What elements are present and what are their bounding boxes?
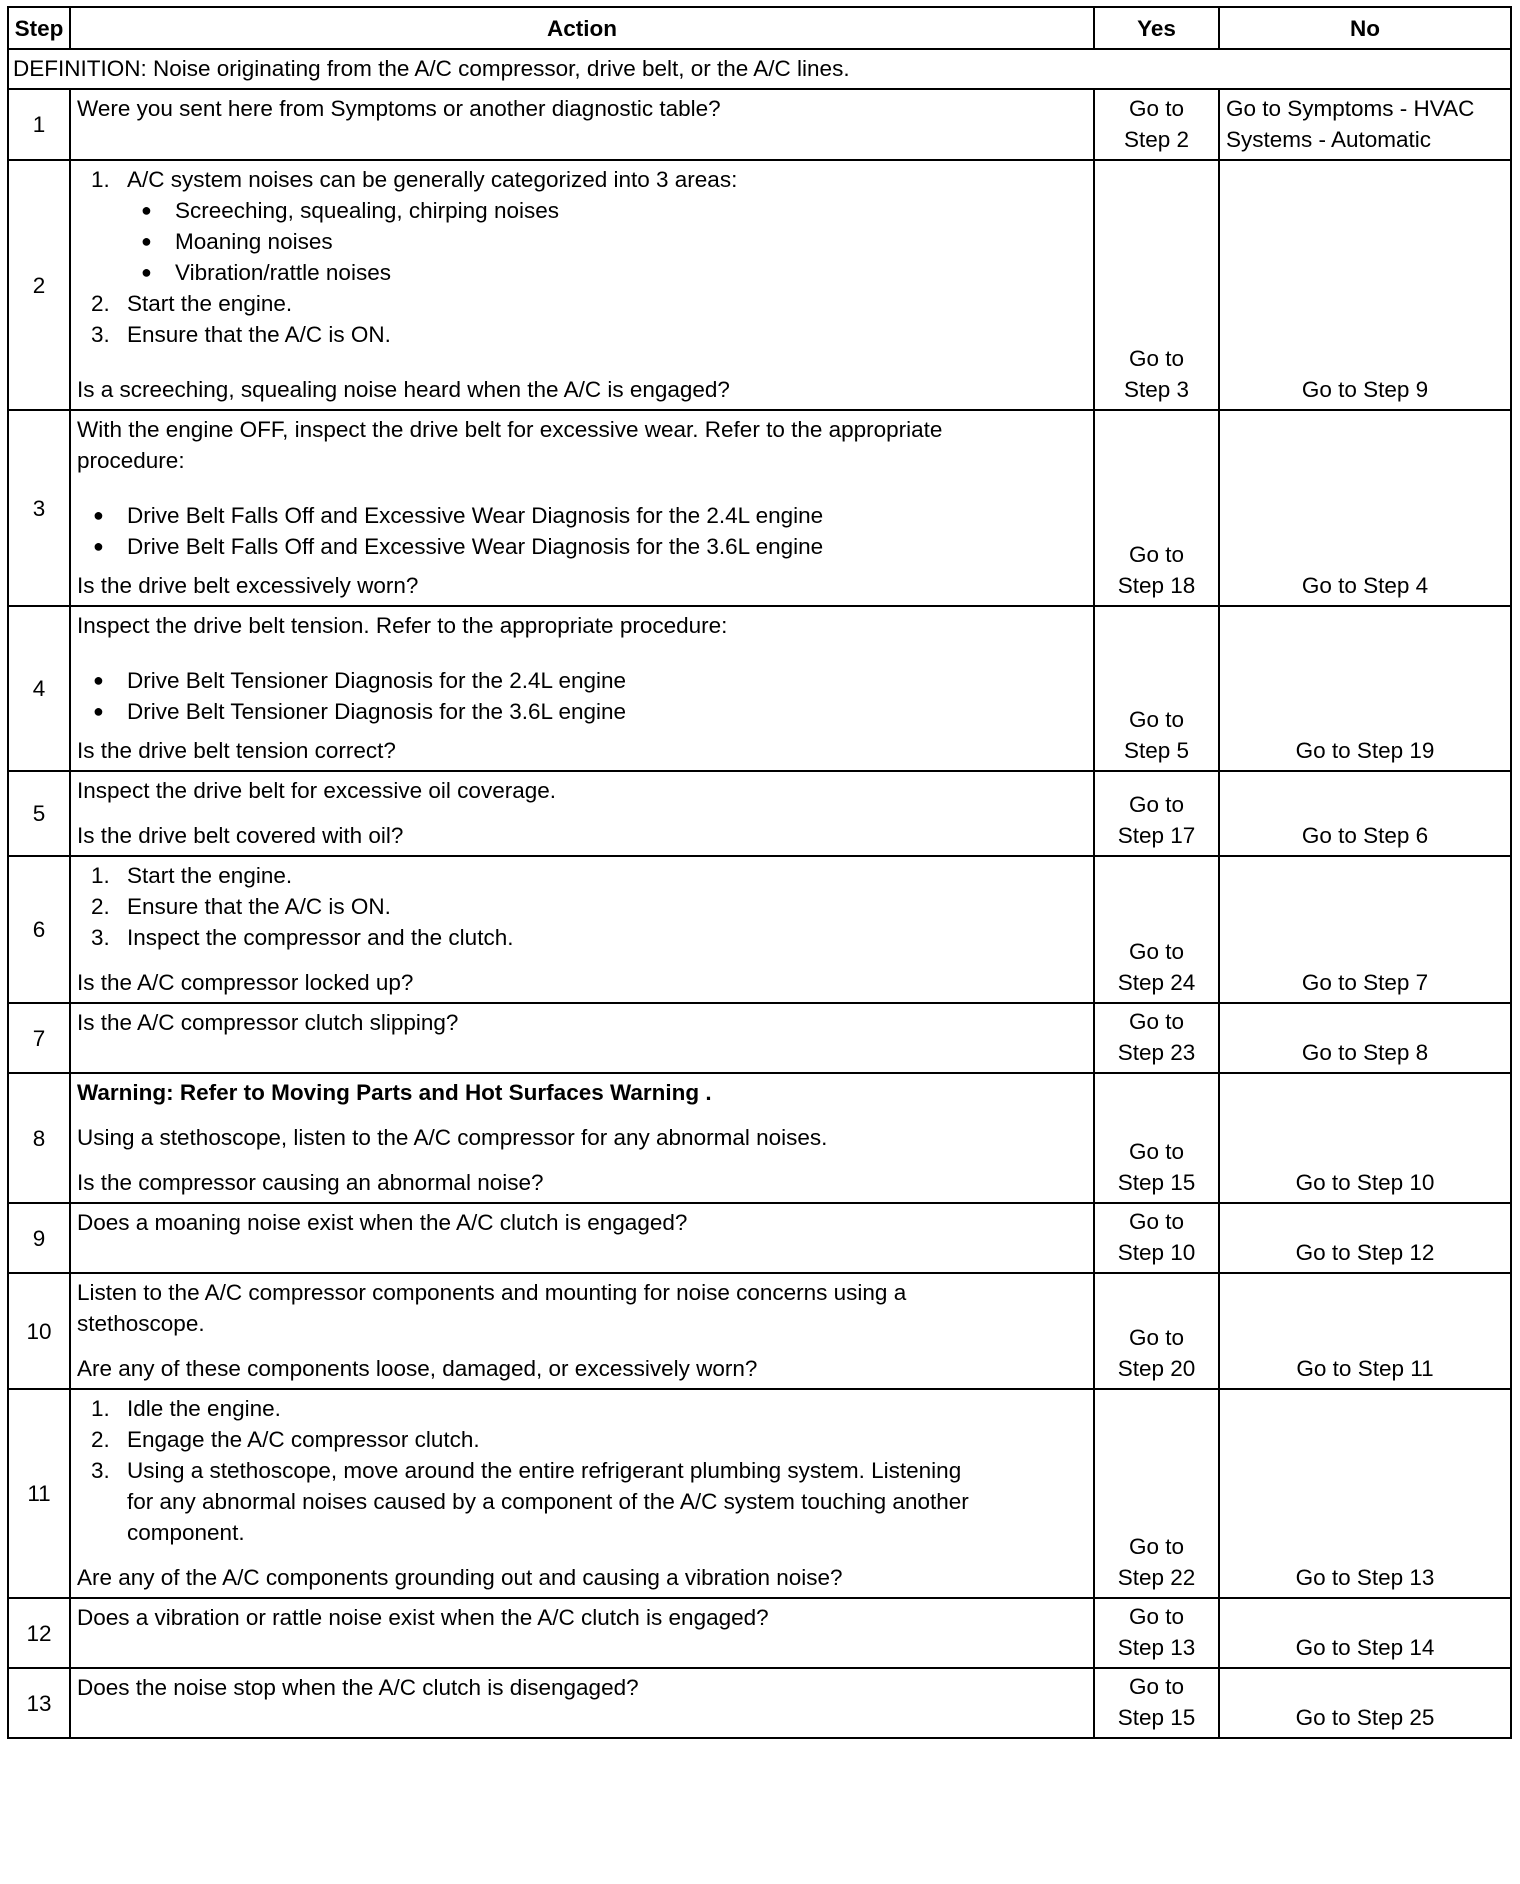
action-text: Using a stethoscope, listen to the A/C compressor for any abnormal noises.	[77, 1125, 828, 1150]
yes-link[interactable]: Go to	[1128, 1604, 1185, 1629]
bullet-icon: ●	[141, 200, 152, 220]
list-number: 3.	[91, 322, 110, 347]
list-text: Ensure that the A/C is ON.	[127, 322, 391, 347]
step-number: 5	[8, 771, 70, 856]
table-row	[8, 771, 1511, 856]
definition-text: DEFINITION: Noise originating from the A/C compressor, drive belt, or the A/C lines.	[8, 49, 1511, 89]
table-row	[8, 160, 1511, 410]
yes-link[interactable]: Go to	[1128, 939, 1185, 964]
action-cell	[70, 771, 1094, 856]
table-row	[8, 89, 1511, 160]
header-step: Step	[8, 7, 70, 49]
step-number: 13	[8, 1668, 70, 1738]
no-cell	[1219, 1668, 1511, 1738]
list-text: Inspect the compressor and the clutch.	[127, 925, 514, 950]
yes-cell	[1094, 1203, 1219, 1273]
list-number: 3.	[91, 1458, 110, 1483]
yes-link[interactable]: Step 22	[1117, 1565, 1196, 1590]
list-number: 2.	[91, 894, 110, 919]
yes-link[interactable]: Step 13	[1117, 1635, 1196, 1660]
definition-row	[8, 49, 1511, 89]
action-text: stethoscope.	[77, 1311, 205, 1336]
action-cell	[70, 1073, 1094, 1203]
no-cell	[1219, 89, 1511, 160]
no-cell	[1219, 1003, 1511, 1073]
step-number: 7	[8, 1003, 70, 1073]
no-cell	[1219, 1389, 1511, 1598]
action-text: procedure:	[77, 448, 185, 473]
bullet-icon: ●	[93, 670, 104, 690]
question-text: Are any of these components loose, damaged, or excessively worn?	[77, 1356, 758, 1381]
step-number: 2	[8, 160, 70, 410]
action-cell	[70, 856, 1094, 1003]
step-number: 11	[8, 1389, 70, 1598]
action-text: Does a vibration or rattle noise exist when the A/C clutch is engaged?	[77, 1605, 769, 1630]
action-text: Were you sent here from Symptoms or another diagnostic table?	[77, 96, 721, 121]
list-text: Idle the engine.	[127, 1396, 281, 1421]
no-cell	[1219, 771, 1511, 856]
action-cell	[70, 160, 1094, 410]
no-link[interactable]: Go to Step 9	[1301, 377, 1429, 402]
no-cell	[1219, 160, 1511, 410]
no-cell	[1219, 606, 1511, 771]
step-number: 9	[8, 1203, 70, 1273]
action-cell	[70, 1203, 1094, 1273]
list-text: Moaning noises	[175, 229, 333, 254]
yes-link[interactable]: Step 18	[1117, 573, 1196, 598]
list-text: Vibration/rattle noises	[175, 260, 391, 285]
question-text: Is the compressor causing an abnormal noise?	[77, 1170, 544, 1195]
step-number: 6	[8, 856, 70, 1003]
action-cell	[70, 606, 1094, 771]
yes-link[interactable]: Go to	[1128, 346, 1185, 371]
action-cell	[70, 1668, 1094, 1738]
yes-link[interactable]: Step 10	[1117, 1240, 1196, 1265]
question-text: Is the drive belt tension correct?	[77, 738, 396, 763]
yes-cell	[1094, 606, 1219, 771]
yes-link[interactable]: Go to	[1128, 1209, 1185, 1234]
yes-link[interactable]: Step 20	[1117, 1356, 1196, 1381]
list-text: Start the engine.	[127, 863, 293, 888]
table-row	[8, 1273, 1511, 1389]
no-link[interactable]: Go to Step 19	[1295, 738, 1435, 763]
step-number: 4	[8, 606, 70, 771]
header-action: Action	[70, 7, 1094, 49]
yes-link[interactable]: Step 17	[1117, 823, 1196, 848]
list-text: Start the engine.	[127, 291, 293, 316]
no-cell	[1219, 1598, 1511, 1668]
no-link[interactable]: Go to Step 13	[1295, 1565, 1435, 1590]
yes-link[interactable]: Step 24	[1117, 970, 1196, 995]
no-cell	[1219, 410, 1511, 606]
action-text: Inspect the drive belt tension. Refer to the appropriate procedure:	[77, 613, 728, 638]
step-number: 10	[8, 1273, 70, 1389]
yes-cell	[1094, 1389, 1219, 1598]
list-number: 1.	[91, 1396, 110, 1421]
yes-cell	[1094, 160, 1219, 410]
step-number: 3	[8, 410, 70, 606]
action-cell	[70, 1598, 1094, 1668]
yes-link[interactable]: Step 5	[1123, 738, 1190, 763]
yes-cell	[1094, 1073, 1219, 1203]
yes-link[interactable]: Step 15	[1117, 1170, 1196, 1195]
no-link[interactable]: Go to Step 6	[1301, 823, 1429, 848]
no-link[interactable]: Go to Step 11	[1296, 1356, 1434, 1381]
step-number: 1	[8, 89, 70, 160]
table-row	[8, 1073, 1511, 1203]
action-cell	[70, 1389, 1094, 1598]
yes-link[interactable]: Go to	[1128, 1009, 1185, 1034]
question-text: Is a screeching, squealing noise heard when the A/C is engaged?	[77, 377, 730, 402]
list-text: Drive Belt Tensioner Diagnosis for the 3.6L engine	[127, 699, 627, 724]
yes-link[interactable]: Go to	[1128, 96, 1185, 121]
list-text: Ensure that the A/C is ON.	[127, 894, 391, 919]
no-link[interactable]: Go to Step 14	[1295, 1635, 1435, 1660]
list-number: 3.	[91, 925, 110, 950]
action-text: Inspect the drive belt for excessive oil coverage.	[77, 778, 556, 803]
action-text: Is the A/C compressor clutch slipping?	[77, 1010, 459, 1035]
yes-cell	[1094, 410, 1219, 606]
header-row	[8, 7, 1511, 49]
warning-text: Warning: Refer to Moving Parts and Hot Surfaces Warning .	[77, 1080, 712, 1105]
no-link[interactable]: Go to Step 4	[1301, 573, 1429, 598]
table-row	[8, 1668, 1511, 1738]
yes-cell	[1094, 856, 1219, 1003]
list-number: 2.	[91, 1427, 110, 1452]
table-row	[8, 410, 1511, 606]
list-text: Drive Belt Falls Off and Excessive Wear Diagnosis for the 2.4L engine	[127, 503, 824, 528]
yes-cell	[1094, 1273, 1219, 1389]
step-number: 8	[8, 1073, 70, 1203]
yes-link[interactable]: Go to	[1128, 1534, 1185, 1559]
yes-link[interactable]: Step 3	[1123, 377, 1190, 402]
yes-link[interactable]: Go to	[1128, 707, 1185, 732]
yes-cell	[1094, 1598, 1219, 1668]
list-number: 1.	[91, 863, 110, 888]
bullet-icon: ●	[93, 536, 104, 556]
step-number: 12	[8, 1598, 70, 1668]
question-text: Is the drive belt excessively worn?	[77, 573, 419, 598]
no-link[interactable]: Go to Step 10	[1295, 1170, 1435, 1195]
yes-link[interactable]: Go to	[1128, 792, 1185, 817]
list-text: Screeching, squealing, chirping noises	[175, 198, 559, 223]
no-cell	[1219, 1273, 1511, 1389]
no-link[interactable]: Systems - Automatic	[1226, 127, 1432, 152]
yes-link[interactable]: Step 15	[1117, 1705, 1196, 1730]
list-number: 2.	[91, 291, 110, 316]
table-row	[8, 1003, 1511, 1073]
list-text: Drive Belt Tensioner Diagnosis for the 2.4L engine	[127, 668, 627, 693]
no-link[interactable]: Go to Step 7	[1301, 970, 1429, 995]
yes-link[interactable]: Step 2	[1123, 127, 1190, 152]
table-row	[8, 1598, 1511, 1668]
action-text: Listen to the A/C compressor components and mounting for noise concerns using a	[77, 1280, 907, 1305]
list-text: Using a stethoscope, move around the entire refrigerant plumbing system. Listening for any abnormal noises caused by a component of the A/C system touching another component.	[127, 1458, 969, 1545]
table-row	[8, 856, 1511, 1003]
question-text: Is the A/C compressor locked up?	[77, 970, 414, 995]
action-cell	[70, 410, 1094, 606]
no-link[interactable]: Go to Step 12	[1295, 1240, 1435, 1265]
yes-link[interactable]: Go to	[1128, 1139, 1185, 1164]
action-text: With the engine OFF, inspect the drive belt for excessive wear. Refer to the appropriate	[77, 417, 943, 442]
action-text: Does a moaning noise exist when the A/C clutch is engaged?	[77, 1210, 688, 1235]
header-no: No	[1219, 7, 1511, 49]
question-text: Are any of the A/C components grounding out and causing a vibration noise?	[77, 1565, 843, 1590]
no-link[interactable]: Go to Symptoms - HVAC	[1226, 96, 1475, 121]
list-text: Engage the A/C compressor clutch.	[127, 1427, 480, 1452]
bullet-icon: ●	[93, 701, 104, 721]
question-text: Is the drive belt covered with oil?	[77, 823, 404, 848]
table-row	[8, 1203, 1511, 1273]
bullet-icon: ●	[93, 505, 104, 525]
action-cell	[70, 89, 1094, 160]
no-link[interactable]: Go to Step 25	[1295, 1705, 1435, 1730]
diagnostic-table	[7, 6, 1512, 1739]
list-text: A/C system noises can be generally categorized into 3 areas:	[127, 167, 738, 192]
no-cell	[1219, 1073, 1511, 1203]
action-text: Does the noise stop when the A/C clutch is disengaged?	[77, 1675, 639, 1700]
yes-link[interactable]: Go to	[1128, 542, 1185, 567]
action-cell	[70, 1273, 1094, 1389]
table-row	[8, 606, 1511, 771]
no-link[interactable]: Go to Step 8	[1301, 1040, 1429, 1065]
list-text: Drive Belt Falls Off and Excessive Wear Diagnosis for the 3.6L engine	[127, 534, 824, 559]
yes-link[interactable]: Go to	[1128, 1674, 1185, 1699]
action-cell	[70, 1003, 1094, 1073]
bullet-icon: ●	[141, 231, 152, 251]
bullet-icon: ●	[141, 262, 152, 282]
yes-cell	[1094, 89, 1219, 160]
header-yes: Yes	[1094, 7, 1219, 49]
yes-link[interactable]: Step 23	[1117, 1040, 1196, 1065]
yes-cell	[1094, 1003, 1219, 1073]
table-row	[8, 1389, 1511, 1598]
yes-link[interactable]: Go to	[1128, 1325, 1185, 1350]
no-cell	[1219, 856, 1511, 1003]
no-cell	[1219, 1203, 1511, 1273]
yes-cell	[1094, 1668, 1219, 1738]
yes-cell	[1094, 771, 1219, 856]
list-number: 1.	[91, 167, 110, 192]
